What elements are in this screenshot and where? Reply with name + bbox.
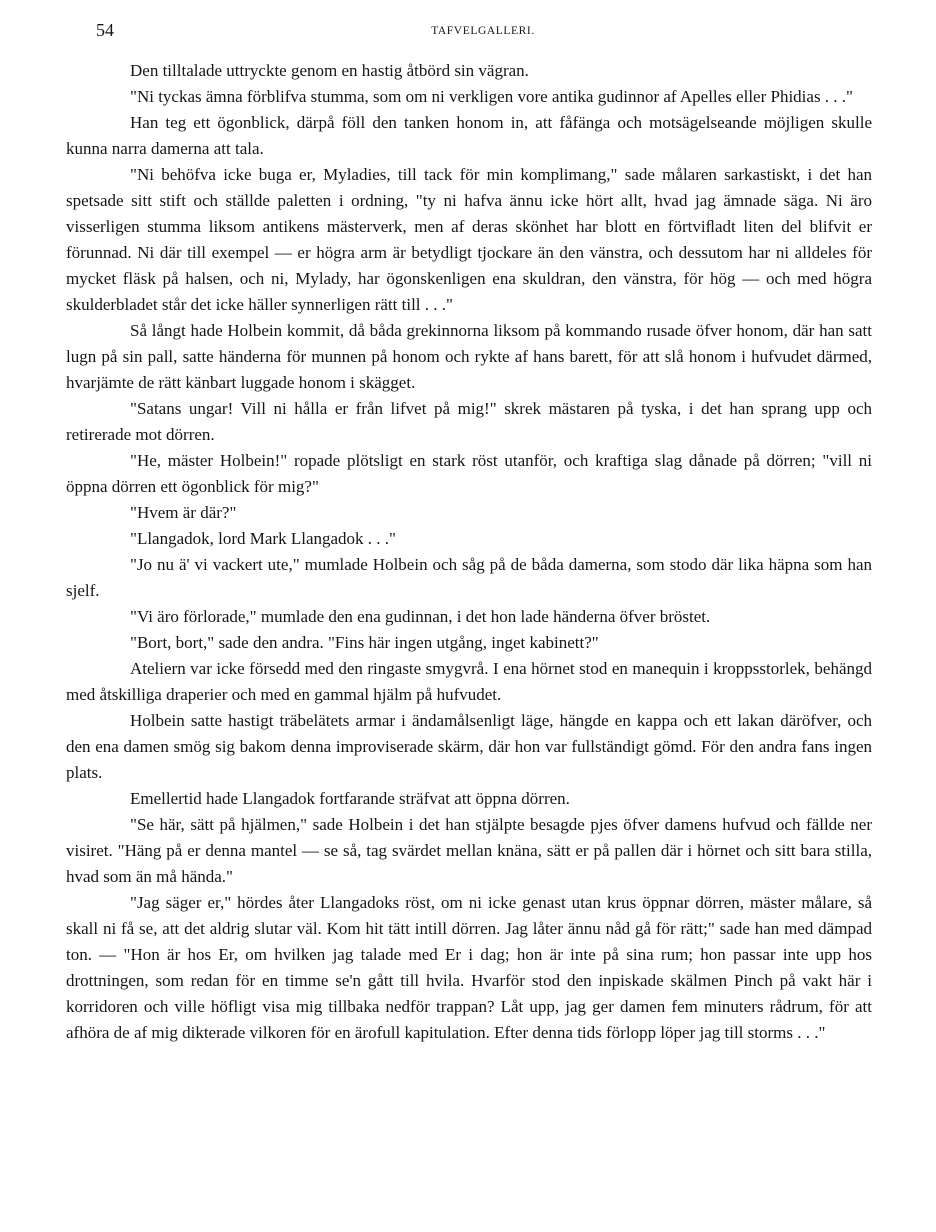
paragraph: "Jag säger er," hördes åter Llangadoks röst, om ni icke genast utan krus öppnar dörren, mäster målare, så skall ni få se, att det aldrig slutar väl. Kom hit tätt intill dörren. Jag låter ännu nåd gå för rätt;" sade han med dämpad ton. — "Hon är hos Er, om hvilken jag talade med Er i dag; hon är inte på sina rum; hon passar inte upp hos drottningen, som redan för en timme se'n gått till hvila. Hvarför stod den inpiskade skälmen Pinch på vakt här i korridoren och ville höfligt visa mig tillbaka nedför trappan? Låt upp, jag ger damen fem minuters rådrum, för att afhöra de af mig dikterade vilkoren för en ärofull kapitulation. Efter denna tids förlopp löper jag till storms . . ." bbox=[66, 893, 872, 1042]
body-text bbox=[66, 58, 872, 1046]
paragraph: "Vi äro förlorade," mumlade den ena gudinnan, i det hon lade händerna öfver bröstet. bbox=[130, 607, 711, 626]
paragraph: Så långt hade Holbein kommit, då båda grekinnorna liksom på kommando rusade öfver honom, där han satt lugn på sin pall, satte händerna för munnen på honom och rykte af hans barett, för att slå honom i hufvudet därmed, hvarjämte de rätt känbart luggade honom i skägget. bbox=[66, 321, 872, 392]
paragraph: "Hvem är där?" bbox=[130, 503, 237, 522]
paragraph: "Ni tyckas ämna förblifva stumma, som om ni verkligen vore antika gudinnor af Apelles eller Phidias . . ." bbox=[130, 87, 853, 106]
paragraph: "He, mäster Holbein!" ropade plötsligt en stark röst utanför, och kraftiga slag dånade på dörren; "vill ni öppna dörren ett ögonblick för mig?" bbox=[66, 451, 872, 496]
paragraph: "Llangadok, lord Mark Llangadok . . ." bbox=[130, 529, 396, 548]
paragraph: "Ni behöfva icke buga er, Myladies, till tack för min komplimang," sade målaren sarkastiskt, i det han spetsade sitt stift och ställde paletten i ordning, "ty ni hafva ännu icke hört allt, hvad jag ämnade säga. Ni äro visserligen stumma liksom antikens mästerverk, men af deras skönhet har blott en förtviﬂadt liten del blifvit er förunnad. Ni där till exempel — er högra arm är betydligt tjockare än den vänstra, och dessutom har ni alldeles för mycket fläsk på halsen, och ni, Mylady, har ögonskenligen ena skuldran, den vänstra, för hög — och med högra skulderbladet står det icke häller synnerligen rätt till . . ." bbox=[66, 165, 872, 314]
page-header bbox=[96, 20, 870, 44]
paragraph: "Satans ungar! Vill ni hålla er från lifvet på mig!" skrek mästaren på tyska, i det han sprang upp och retirerade mot dörren. bbox=[66, 399, 872, 444]
paragraph: "Bort, bort," sade den andra. "Fins här ingen utgång, inget kabinett?" bbox=[130, 633, 599, 652]
paragraph: Ateliern var icke försedd med den ringaste smygvrå. I ena hörnet stod en manequin i kroppsstorlek, behängd med åtskilliga draperier och med en gammal hjälm på hufvudet. bbox=[66, 659, 872, 704]
paragraph: Han teg ett ögonblick, därpå föll den tanken honom in, att fåfänga och motsägelseande möjligen skulle kunna narra damerna att tala. bbox=[66, 113, 872, 158]
running-title: TAFVELGALLERI. bbox=[431, 25, 535, 37]
page-number: 54 bbox=[96, 20, 114, 40]
paragraph: Den tilltalade uttryckte genom en hastig åtbörd sin vägran. bbox=[130, 61, 529, 80]
paragraph: Holbein satte hastigt träbelätets armar i ändamålsenligt läge, hängde en kappa och ett lakan däröfver, och den ena damen smög sig bakom denna improviserade skärm, där hon var fullständigt gömd. För den andra fans ingen plats. bbox=[66, 711, 872, 782]
paragraph: Emellertid hade Llangadok fortfarande sträfvat att öppna dörren. bbox=[130, 789, 570, 808]
paragraph: "Se här, sätt på hjälmen," sade Holbein i det han stjälpte besagde pjes öfver damens hufvud och fällde ner visiret. "Häng på er denna mantel — se så, tag svärdet mellan knäna, sätt er på pallen där i hörnet och sitt bara stilla, hvad som än må hända." bbox=[66, 815, 872, 886]
paragraph: "Jo nu ä' vi vackert ute," mumlade Holbein och såg på de båda damerna, som stodo där lika häpna som han sjelf. bbox=[66, 555, 872, 600]
